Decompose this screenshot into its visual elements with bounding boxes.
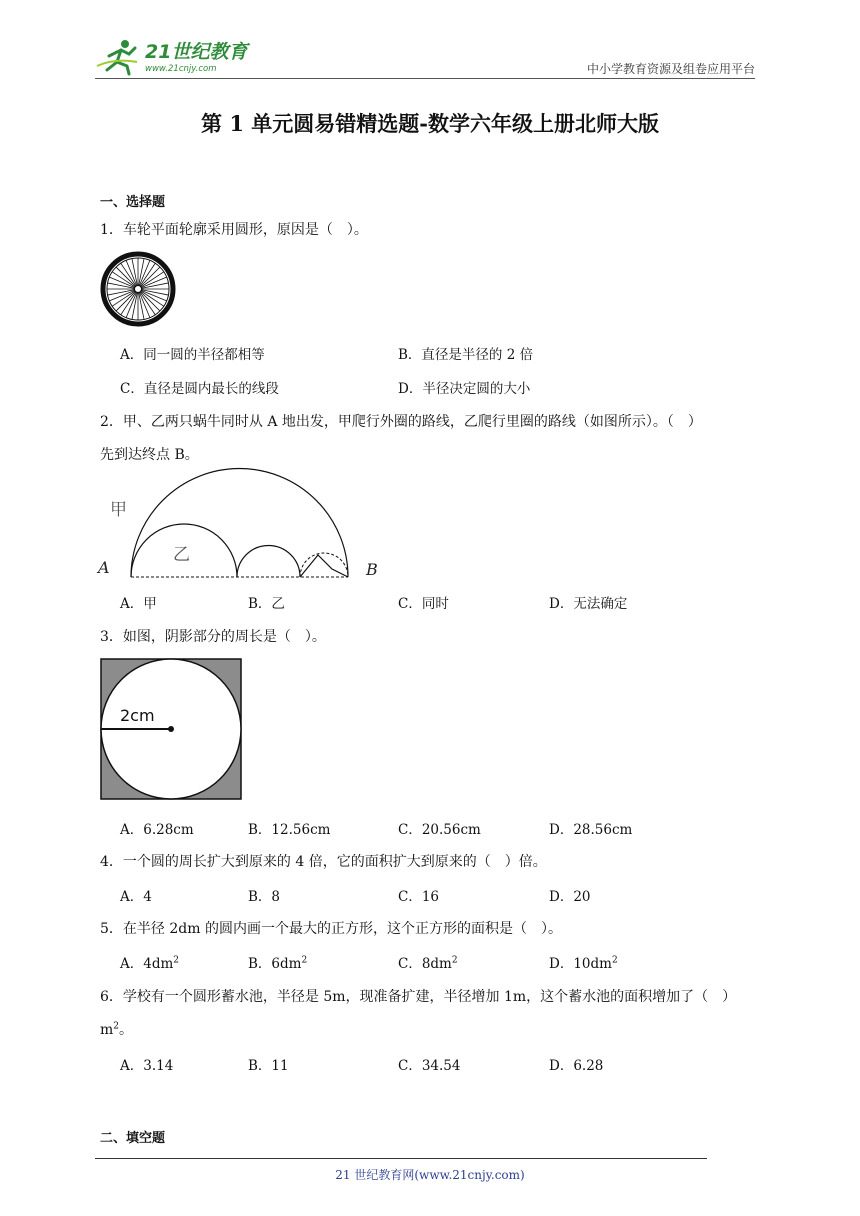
- question-2-option-c[interactable]: C．同时: [398, 596, 449, 612]
- question-6-option-c[interactable]: C．34.54: [398, 1058, 461, 1074]
- section-heading-fill-in: 二、填空题: [100, 1131, 166, 1146]
- question-1-option-c[interactable]: C．直径是圆内最长的线段: [120, 381, 279, 397]
- header-divider: [95, 78, 755, 79]
- shaded-square-circle-figure: [100, 658, 242, 800]
- question-2-option-d[interactable]: D．无法确定: [549, 596, 628, 612]
- question-6-option-d[interactable]: D．6.28: [549, 1058, 604, 1074]
- question-3-option-a[interactable]: A．6.28cm: [120, 822, 194, 838]
- question-5-option-b[interactable]: B．$6dm^2$: [248, 955, 308, 972]
- snail-path-figure: [95, 465, 390, 583]
- question-5-option-d[interactable]: D．$10dm^2$: [549, 955, 618, 972]
- footer-divider: [95, 1158, 707, 1159]
- question-1-option-d[interactable]: D．半径决定圆的大小: [398, 381, 531, 397]
- question-4-option-c[interactable]: C．16: [398, 889, 440, 905]
- question-6-stem-line2: $m^2$。: [100, 1021, 134, 1038]
- logo-text: 21世纪教育: [145, 41, 248, 63]
- question-3-stem: 3．如图，阴影部分的周长是（ ）。: [100, 629, 326, 645]
- radius-label: 2cm: [120, 706, 155, 725]
- site-logo: [95, 36, 265, 76]
- footer-site-text[interactable]: 21 世纪教育网(www.21cnjy.com): [335, 1168, 525, 1182]
- question-2-stem-line2: 先到达终点 B。: [100, 447, 199, 463]
- label-point-a: A: [98, 558, 110, 577]
- question-4-option-a[interactable]: A．4: [120, 889, 152, 905]
- question-1-option-b[interactable]: B．直径是半径的 2 倍: [398, 347, 534, 363]
- label-yi: 乙: [173, 545, 190, 565]
- question-4-option-b[interactable]: B．8: [248, 889, 281, 905]
- question-5-option-a[interactable]: A．$4dm^2$: [120, 955, 180, 972]
- platform-name: 中小学教育资源及组卷应用平台: [586, 62, 755, 76]
- label-point-b: B: [366, 560, 378, 579]
- question-5-option-c[interactable]: C．$8dm^2$: [398, 955, 458, 972]
- question-2-option-b[interactable]: B．乙: [248, 596, 285, 612]
- question-3-option-b[interactable]: B．12.56cm: [248, 822, 331, 838]
- question-6-option-b[interactable]: B．11: [248, 1058, 289, 1074]
- question-6-stem-line1: 6．学校有一个圆形蓄水池，半径是 5m，现准备扩建，半径增加 1m，这个蓄水池的面积增加了（ ）: [100, 989, 737, 1005]
- logo-url: www.21cnjy.com: [145, 64, 217, 74]
- page-title: 第 1 单元圆易错精选题-数学六年级上册北师大版: [201, 111, 659, 136]
- question-6-option-a[interactable]: A．3.14: [120, 1058, 174, 1074]
- question-3-option-d[interactable]: D．28.56cm: [549, 822, 633, 838]
- wheel-figure: [100, 251, 176, 327]
- runner-icon: [97, 40, 137, 74]
- question-4-option-d[interactable]: D．20: [549, 889, 591, 905]
- question-1-option-a[interactable]: A．同一圆的半径都相等: [120, 347, 265, 363]
- question-5-stem: 5．在半径 2dm 的圆内画一个最大的正方形，这个正方形的面积是（ ）。: [100, 921, 562, 937]
- question-1-stem: 1．车轮平面轮廓采用圆形，原因是（ ）。: [100, 222, 368, 238]
- question-2-option-a[interactable]: A．甲: [120, 596, 157, 612]
- question-4-stem: 4．一个圆的周长扩大到原来的 4 倍，它的面积扩大到原来的（ ）倍。: [100, 854, 547, 870]
- question-3-option-c[interactable]: C．20.56cm: [398, 822, 481, 838]
- label-jia: 甲: [110, 500, 127, 520]
- section-heading-choice: 一、选择题: [100, 195, 166, 210]
- question-2-stem-line1: 2．甲、乙两只蜗牛同时从 A 地出发，甲爬行外圈的路线，乙爬行里圈的路线（如图所示）。（ ）: [100, 414, 702, 430]
